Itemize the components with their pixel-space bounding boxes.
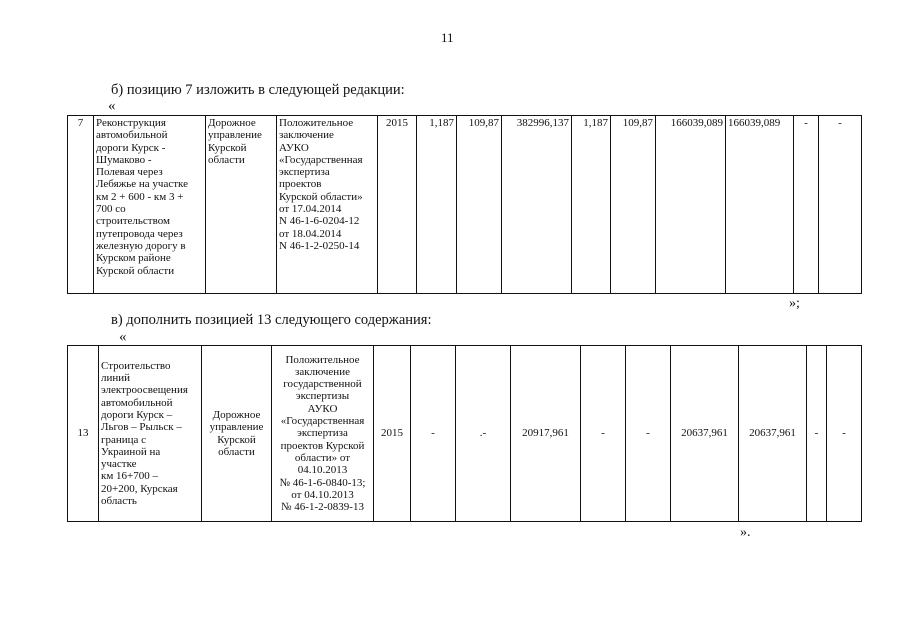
cell-object-name: Строительство линий электроосвещения автомобильной дороги Курск – Льгов – Рыльск – граница с Украиной на участке км 16+700 – 20+200, Курская область — [99, 346, 202, 522]
cell-number: 13 — [68, 346, 99, 522]
position-7-table — [67, 115, 862, 294]
cell-length-1: 1,187 — [417, 116, 457, 294]
cell-cost-2: 166039,089 — [726, 116, 794, 294]
cell-year: 2015 — [374, 346, 411, 522]
cell-power-2: - — [626, 346, 671, 522]
section-v-heading: в) дополнить позицией 13 следующего содержания: — [111, 312, 432, 328]
cell-extra-1: - — [794, 116, 819, 294]
cell-extra-1: - — [807, 346, 827, 522]
section-b-open-quote: « — [108, 98, 116, 114]
page-number: 11 — [441, 30, 454, 45]
cell-length-1: - — [411, 346, 456, 522]
cell-cost-1: 166039,089 — [656, 116, 726, 294]
section-b-close-quote: »; — [789, 296, 800, 311]
section-v-close-quote: ». — [740, 525, 751, 540]
cell-length-2: 1,187 — [572, 116, 611, 294]
cell-power-1: .- — [456, 346, 511, 522]
table-row — [68, 346, 862, 522]
cell-cost-total: 382996,137 — [502, 116, 572, 294]
section-v-open-quote: « — [119, 329, 127, 345]
cell-cost-total: 20917,961 — [511, 346, 581, 522]
cell-number: 7 — [68, 116, 94, 294]
cell-expert-conclusion: Положительное заключение АУКО «Государственная экспертиза проектов Курской области» от 17.04.2014 N 46-1-6-0204-12 от 18.04.2014 N 46-1-2-0250-14 — [277, 116, 378, 294]
cell-object-name: Реконструкция автомобильной дороги Курск - Шумаково - Полевая через Лебяжье на участке км 2 + 600 - км 3 + 700 со строительством путепровода через железную дорогу в Курском районе Курской области — [94, 116, 206, 294]
cell-extra-2: - — [827, 346, 862, 522]
position-13-table — [67, 345, 862, 522]
cell-cost-2: 20637,961 — [739, 346, 807, 522]
table-row — [68, 116, 862, 294]
cell-customer: Дорожное управление Курской области — [206, 116, 277, 294]
section-b-heading: б) позицию 7 изложить в следующей редакции: — [111, 82, 405, 98]
cell-extra-2: - — [819, 116, 862, 294]
cell-length-2: - — [581, 346, 626, 522]
cell-power-2: 109,87 — [611, 116, 656, 294]
cell-customer: Дорожное управление Курской области — [202, 346, 272, 522]
cell-year: 2015 — [378, 116, 417, 294]
cell-cost-1: 20637,961 — [671, 346, 739, 522]
cell-expert-conclusion: Положительное заключение государственной экспертизы АУКО «Государственная экспертиза проектов Курской области» от 04.10.2013 № 46-1-6-0840-13; от 04.10.2013 № 46-1-2-0839-13 — [272, 346, 374, 522]
cell-power-1: 109,87 — [457, 116, 502, 294]
